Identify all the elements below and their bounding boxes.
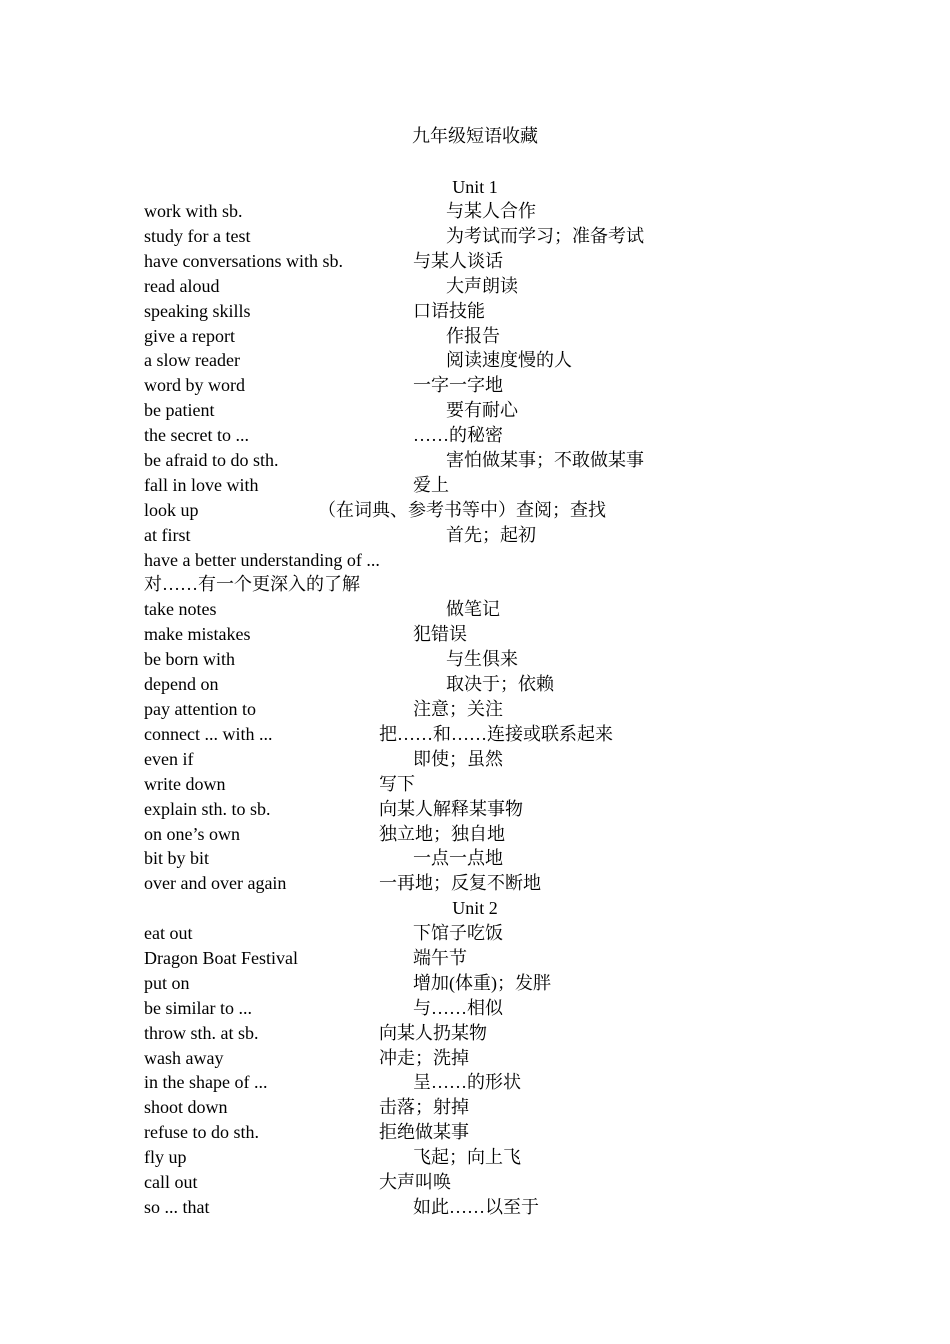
page-title: 九年级短语收藏 (412, 126, 538, 146)
phrase-chinese: 独立地；独自地 (379, 823, 505, 844)
phrase-english: be afraid to do sth. (144, 450, 279, 470)
phrase-entry (144, 373, 844, 398)
phrase-chinese: ……的秘密 (413, 425, 503, 446)
phrase-english: even if (144, 748, 194, 769)
phrase-chinese: 爱上 (413, 474, 449, 495)
phrase-english: make mistakes (144, 624, 251, 645)
phrase-english: pay attention to (144, 699, 256, 719)
phrase-chinese: 对……有一个更深入的了解 (144, 574, 360, 595)
phrase-english: look up (144, 499, 199, 520)
phrase-chinese: 飞起；向上飞 (413, 1147, 521, 1168)
phrase-chinese: 阅读速度慢的人 (446, 350, 572, 371)
phrase-chinese: 一点一点地 (413, 848, 503, 869)
phrase-chinese: 要有耐心 (446, 400, 518, 421)
phrase-chinese: 冲走；洗掉 (379, 1047, 469, 1068)
phrase-entry (144, 921, 844, 946)
phrase-entry (144, 1145, 844, 1170)
phrase-entry (144, 722, 844, 747)
phrase-entry (144, 822, 844, 847)
unit-2-heading: Unit 2 (452, 898, 498, 918)
phrase-english: refuse to do sth. (144, 1122, 259, 1143)
phrase-entry (144, 1170, 844, 1195)
phrase-entry (144, 1070, 844, 1095)
phrase-chinese: 一再地；反复不断地 (379, 873, 541, 894)
phrase-english: Dragon Boat Festival (144, 947, 298, 968)
phrase-english: call out (144, 1172, 198, 1192)
phrase-english: be born with (144, 649, 235, 670)
phrase-entry (144, 398, 844, 423)
phrase-chinese: 做笔记 (446, 599, 500, 620)
phrase-chinese: 与……相似 (413, 997, 503, 1018)
phrase-entry (144, 1120, 844, 1145)
phrase-chinese: 为考试而学习；准备考试 (446, 225, 644, 246)
phrase-english: the secret to ... (144, 425, 249, 446)
phrase-entry (144, 622, 844, 647)
phrase-english: so ... that (144, 1196, 210, 1217)
phrase-english: be similar to ... (144, 997, 252, 1018)
phrase-entry (144, 946, 844, 971)
phrase-english: throw sth. at sb. (144, 1022, 259, 1043)
phrase-chinese: 端午节 (413, 947, 467, 968)
phrase-english: at first (144, 524, 191, 545)
phrase-entry (144, 448, 844, 473)
phrase-chinese: 把……和……连接或联系起来 (379, 723, 613, 744)
phrase-english: take notes (144, 599, 217, 620)
phrase-english: fly up (144, 1147, 187, 1168)
phrase-entry (144, 1195, 844, 1220)
phrase-english: put on (144, 972, 190, 993)
phrase-chinese: 即使；虽然 (413, 748, 503, 769)
phrase-entry (144, 299, 844, 324)
phrase-entry (144, 772, 844, 797)
phrase-entry (144, 249, 844, 274)
phrase-english: wash away (144, 1047, 224, 1068)
phrase-entry (144, 199, 844, 224)
phrase-entry (144, 498, 844, 523)
phrase-english: be patient (144, 400, 215, 421)
phrase-chinese: （在词典、参考书等中）查阅；查找 (318, 499, 606, 520)
phrase-entry (144, 423, 844, 448)
phrase-chinese: 向某人解释某事物 (379, 798, 523, 819)
phrase-english: explain sth. to sb. (144, 798, 271, 819)
phrase-english: connect ... with ... (144, 723, 273, 744)
phrase-chinese: 犯错误 (413, 624, 467, 645)
phrase-chinese: 取决于；依赖 (446, 674, 554, 695)
phrase-entry (144, 697, 844, 722)
phrase-english: depend on (144, 674, 219, 695)
phrase-entry (144, 672, 844, 697)
phrase-english: shoot down (144, 1097, 228, 1118)
phrase-entry (144, 548, 844, 595)
phrase-chinese: 如此……以至于 (413, 1196, 539, 1217)
phrase-entry (144, 1095, 844, 1120)
phrase-chinese: 一字一字地 (413, 375, 503, 396)
phrase-english: fall in love with (144, 474, 259, 495)
phrase-chinese: 写下 (379, 773, 415, 794)
phrase-entry (144, 996, 844, 1021)
phrase-chinese: 击落；射掉 (379, 1097, 469, 1118)
phrase-english: speaking skills (144, 300, 251, 321)
phrase-entry (144, 523, 844, 548)
phrase-english: over and over again (144, 873, 287, 894)
phrase-entry (144, 1021, 844, 1046)
phrase-entry (144, 797, 844, 822)
phrase-chinese: 拒绝做某事 (379, 1122, 469, 1143)
phrase-entry (144, 971, 844, 996)
phrase-entry (144, 1046, 844, 1071)
phrase-entry (144, 324, 844, 349)
phrase-chinese: 注意；关注 (413, 699, 503, 719)
phrase-entry (144, 846, 844, 871)
phrase-english: have conversations with sb. (144, 250, 343, 271)
phrase-entry (144, 747, 844, 772)
phrase-english: study for a test (144, 225, 251, 246)
phrase-chinese: 增加(体重)；发胖 (413, 972, 551, 993)
phrase-chinese: 害怕做某事；不敢做某事 (446, 450, 644, 470)
phrase-chinese: 与某人谈话 (413, 250, 503, 271)
phrase-english: bit by bit (144, 848, 210, 869)
phrase-chinese: 向某人扔某物 (379, 1022, 487, 1043)
phrase-english: on one’s own (144, 823, 240, 844)
phrase-chinese: 作报告 (446, 325, 500, 346)
phrase-chinese: 大声朗读 (446, 275, 518, 296)
phrase-english: a slow reader (144, 350, 240, 371)
phrase-english: give a report (144, 325, 235, 346)
phrase-english: word by word (144, 375, 245, 396)
phrase-english: eat out (144, 923, 193, 943)
phrase-chinese: 呈……的形状 (413, 1072, 521, 1093)
phrase-entry (144, 348, 844, 373)
unit-1-heading: Unit 1 (452, 177, 498, 197)
phrase-english: read aloud (144, 275, 220, 296)
phrase-english: have a better understanding of ... (144, 549, 380, 570)
phrase-chinese: 首先；起初 (446, 524, 536, 545)
phrase-chinese: 下馆子吃饭 (413, 923, 503, 943)
phrase-chinese: 与某人合作 (446, 201, 536, 221)
phrase-english: write down (144, 773, 226, 794)
phrase-entry (144, 647, 844, 672)
phrase-entry (144, 473, 844, 498)
phrase-chinese: 大声叫唤 (379, 1172, 451, 1192)
phrase-chinese: 与生俱来 (446, 649, 518, 670)
phrase-english: in the shape of ... (144, 1072, 268, 1093)
phrase-entry (144, 597, 844, 622)
phrase-entry (144, 224, 844, 249)
phrase-chinese: 口语技能 (413, 300, 485, 321)
phrase-english: work with sb. (144, 201, 243, 221)
phrase-entry (144, 871, 844, 896)
phrase-entry (144, 274, 844, 299)
